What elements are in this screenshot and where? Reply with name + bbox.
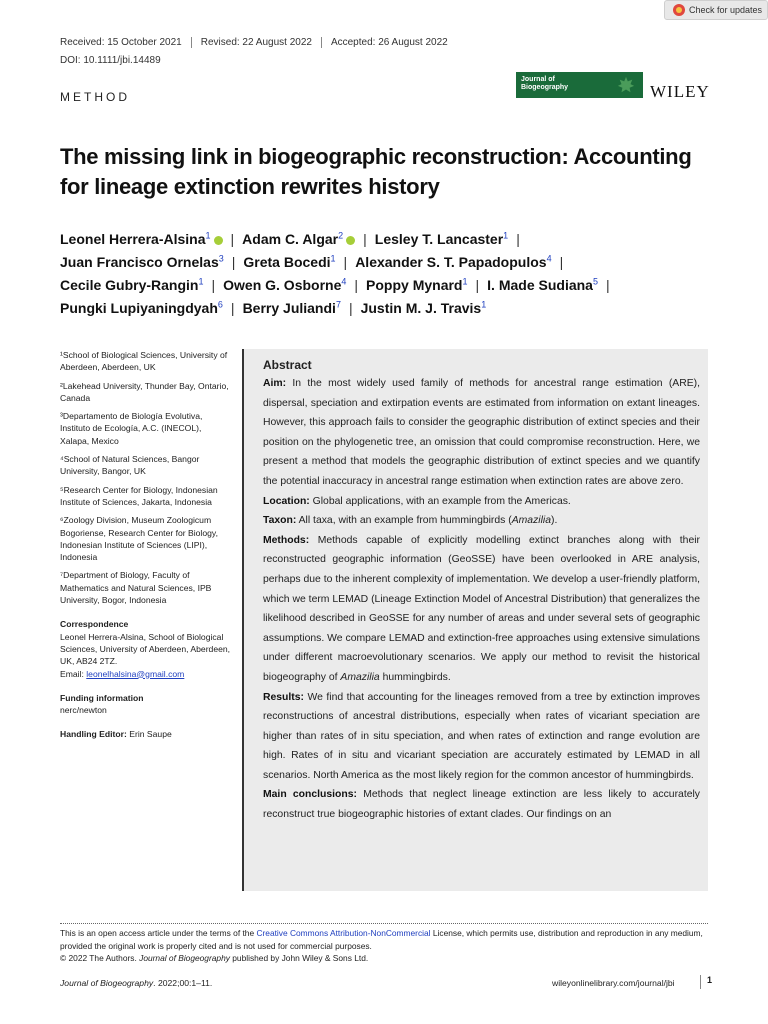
abstract-location: [263, 492, 700, 512]
license-pre: This is an open access article under the terms of the: [60, 928, 257, 938]
aim-text: In the most widely used family of methods for ancestral range estimation (ARE), dispersal, speciation and extirpation events are estimated from information on extant lineages. However, this approach fails to consider the geographic distribution of extinct species and their position on the phylogenetic tree, an omission that could compromise reconstruction. Here, we present a method that models the geographic distribution of extinct species and we quantify the potential inaccuracy in ancestral range estimation when extinction rates are above zero.: [263, 378, 700, 487]
author-affiliation-sup[interactable]: 1: [481, 299, 487, 310]
correspondence-text: Leonel Herrera-Alsina, School of Biological Sciences, University of Aberdeen, Aberdeen, UK, AB24 2TZ.: [60, 631, 231, 667]
affiliation: ⁶Zoology Division, Museum Zoologicum Bogoriense, Research Center for Biology, Indonesian Institute of Sciences (LIPI), Indonesia: [60, 515, 218, 563]
conclusions-text: Methods that neglect lineage extinction are less likely to accurately reconstruct true biogeographic histories of extant clades. Our findings on an: [263, 789, 700, 821]
funding-text: nerc/newton: [60, 705, 107, 716]
methods-text: Methods capable of explicitly modelling extinct branches along with their reconstructed geographic information (GeoSSE) have been overlooked in ARE analysis, perhaps due to the inherent complexity of implementation. We develop a user-friendly platform, which we term LEMAD (Lineage Extinction Model of Ancestral Distribution) that generalizes the likelihood described in GeoSSE for any number of areas and under several sets of geographic assumptions. We compare LEMAD and extinction-free approaches using extensive simulations under different macroevolutionary scenarios. We apply our method to revisit the historical biogeography of: [263, 534, 700, 683]
author-name[interactable]: Leonel Herrera-Alsina: [60, 231, 206, 247]
article-dates: [60, 37, 457, 48]
license-post: License, which permits use, distribution and reproduction in any medium, provided the original work is properly cited and is not used for commercial purposes.: [60, 928, 703, 951]
correspondence-heading: Correspondence: [60, 619, 129, 630]
author-affiliation-sup[interactable]: 5: [592, 276, 598, 287]
author-separator: |: [475, 277, 480, 293]
email-label: Email:: [60, 668, 87, 679]
footer-journal: Journal of Biogeography: [60, 978, 154, 988]
license-link[interactable]: Creative Commons Attribution-NonCommercial: [256, 928, 431, 938]
author-name[interactable]: Cecile Gubry-Rangin: [60, 277, 199, 293]
author-separator: |: [354, 277, 359, 293]
author-list: [60, 228, 730, 320]
author-separator: |: [231, 254, 236, 270]
abstract-aim: [263, 374, 700, 492]
taxon-text: All taxa, with an example from hummingbirds (: [298, 515, 512, 527]
editor-block: [60, 728, 232, 740]
leaf-icon: [617, 76, 635, 94]
revised-date: Revised: 22 August 2022: [192, 37, 322, 48]
section-label: METHOD: [60, 90, 130, 104]
affiliation: ¹School of Biological Sciences, University of Aberdeen, Aberdeen, UK: [60, 350, 228, 373]
author-name[interactable]: Alexander S. T. Papadopulos: [355, 254, 547, 270]
abstract-results: [263, 688, 700, 786]
email-link[interactable]: leonelhalsina@gmail.com: [86, 668, 185, 679]
affiliation: ⁵Research Center for Biology, Indonesian Institute of Sciences, Jakarta, Indonesia: [60, 484, 218, 507]
author-name[interactable]: Pungki Lupiyaningdyah: [60, 300, 218, 316]
methods-italic: Amazilia: [340, 671, 380, 683]
author-affiliation-sup[interactable]: 1: [198, 276, 204, 287]
footer-citation: [60, 978, 212, 988]
accepted-date: Accepted: 26 August 2022: [330, 37, 448, 48]
affiliation: ³Departamento de Biología Evolutiva, Instituto de Ecología, A.C. (INECOL), Xalapa, Mexico: [60, 411, 203, 446]
footer-url[interactable]: wileyonlinelibrary.com/journal/jbi: [552, 978, 675, 988]
author-affiliation-sup[interactable]: 3: [218, 253, 224, 264]
left-column: [60, 349, 232, 741]
taxon-italic: Amazilia: [511, 515, 551, 527]
author-affiliation-sup[interactable]: 1: [503, 230, 509, 241]
publisher-logo[interactable]: WILEY: [650, 82, 710, 101]
aim-label: Aim:: [263, 378, 287, 389]
author-separator: |: [363, 231, 367, 247]
journal-logo-line1: Journal of: [521, 76, 555, 83]
location-label: Location:: [263, 495, 310, 507]
copyright-post: published by John Wiley & Sons Ltd.: [229, 953, 369, 963]
author-affiliation-sup[interactable]: 1: [205, 230, 211, 241]
author-separator: |: [230, 231, 235, 247]
abstract-box: [242, 349, 708, 891]
author-name[interactable]: I. Made Sudiana: [487, 277, 593, 293]
affiliation: ⁴School of Natural Sciences, Bangor University, Bangor, UK: [60, 454, 200, 477]
author-separator: |: [230, 300, 235, 316]
page-number: 1: [700, 975, 712, 989]
author-name[interactable]: Poppy Mynard: [366, 277, 463, 293]
author-name[interactable]: Juan Francisco Ornelas: [60, 254, 219, 270]
author-affiliation-sup[interactable]: 4: [546, 253, 552, 264]
abstract-heading: Abstract: [263, 358, 312, 372]
author-affiliation-sup[interactable]: 1: [462, 276, 468, 287]
abstract-taxon: [263, 511, 700, 531]
editor-name: Erin Saupe: [129, 729, 172, 740]
abstract-methods: [263, 531, 700, 688]
taxon-end: ).: [550, 515, 558, 527]
author-affiliation-sup[interactable]: 2: [338, 230, 344, 241]
author-separator: |: [605, 277, 610, 293]
author-affiliation-sup[interactable]: 7: [335, 299, 341, 310]
author-separator: |: [348, 300, 353, 316]
check-for-updates-button[interactable]: [664, 0, 768, 20]
author-affiliation-sup[interactable]: 4: [341, 276, 347, 287]
taxon-label: Taxon:: [263, 515, 297, 527]
author-name[interactable]: Lesley T. Lancaster: [374, 231, 504, 247]
funding-block: [60, 692, 232, 717]
author-name[interactable]: Adam C. Algar: [242, 231, 339, 247]
license-text: [60, 927, 710, 965]
orcid-icon[interactable]: [346, 236, 355, 245]
author-name[interactable]: Berry Juliandi: [242, 300, 336, 316]
orcid-icon[interactable]: [214, 236, 223, 245]
received-date: Received: 15 October 2021: [60, 37, 192, 48]
article-title: The missing link in biogeographic reconstruction: Accounting for lineage extinction rewrites history: [60, 144, 692, 199]
copyright-journal: Journal of Biogeography: [139, 953, 230, 963]
correspondence-block: [60, 618, 232, 679]
funding-heading: Funding information: [60, 692, 144, 703]
doi[interactable]: DOI: 10.1111/jbi.14489: [60, 55, 161, 66]
check-for-updates-label: Check for updates: [689, 5, 763, 15]
update-icon: [673, 4, 685, 16]
author-name[interactable]: Justin M. J. Travis: [360, 300, 482, 316]
copyright-pre: © 2022 The Authors.: [60, 953, 140, 963]
methods-label: Methods:: [263, 534, 310, 546]
author-name[interactable]: Greta Bocedi: [243, 254, 331, 270]
footer-citation-text: . 2022;00:1–11.: [153, 978, 213, 988]
author-separator: |: [516, 231, 520, 247]
author-separator: |: [559, 254, 564, 270]
footer-divider: [60, 923, 708, 924]
location-text: Global applications, with an example from the Americas.: [312, 495, 571, 507]
journal-logo-line2: Biogeography: [521, 84, 569, 91]
author-affiliation-sup[interactable]: 1: [330, 253, 336, 264]
results-label: Results:: [263, 691, 304, 703]
affiliation: ²Lakehead University, Thunder Bay, Ontario, Canada: [60, 380, 229, 403]
abstract-conclusions: [263, 785, 700, 824]
affiliations: [60, 349, 232, 606]
correspondence-email-line: [60, 668, 232, 680]
editor-label: Handling Editor:: [60, 729, 127, 740]
results-text: We find that accounting for the lineages removed from a tree by extinction improves reconstructions of ancestral distributions, especially when rates of vicariant speciation are higher than rates of in situ speciation, and when rates of extinction and range evolution are high. Rates of in situ and vicariant speciation are accurately estimated by LEMAD in all scenarios. North America as the most likely region for the common ancestor of hummingbirds.: [263, 691, 700, 781]
author-separator: |: [211, 277, 216, 293]
author-name[interactable]: Owen G. Osborne: [223, 277, 342, 293]
conclusions-label: Main conclusions:: [263, 789, 357, 801]
author-affiliation-sup[interactable]: 6: [217, 299, 223, 310]
methods-end: hummingbirds.: [379, 671, 451, 683]
affiliation: ⁷Department of Biology, Faculty of Mathematics and Natural Sciences, IPB University, Bogor, Indonesia: [60, 570, 212, 606]
author-separator: |: [343, 254, 348, 270]
